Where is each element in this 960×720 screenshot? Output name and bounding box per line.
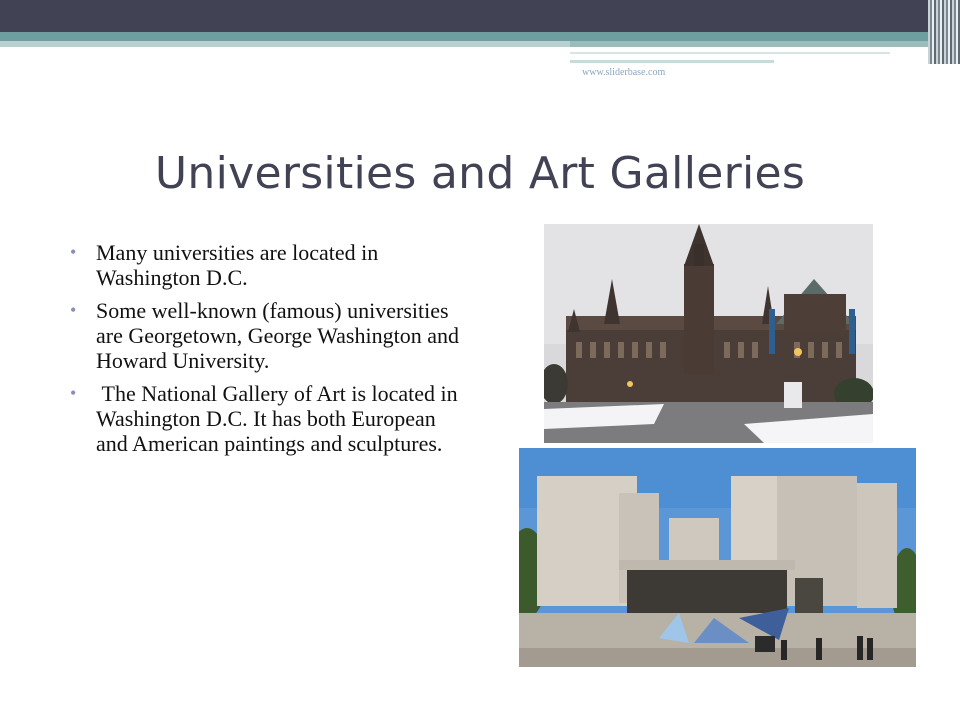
- top-decor-bar: [0, 0, 960, 32]
- thin-decor-line: [570, 52, 890, 54]
- stripes-decor: [928, 0, 960, 64]
- teal-decor-band: [0, 32, 960, 41]
- light-teal-band: [0, 41, 570, 47]
- bullet-item: [70, 381, 470, 456]
- bullet-list: [70, 240, 470, 464]
- bullet-text: Many universities are located in Washington D.C.: [96, 240, 379, 290]
- bullet-icon: •: [70, 242, 77, 262]
- slide-title: Universities and Art Galleries: [154, 148, 806, 199]
- bullet-item: [70, 240, 470, 290]
- thin-decor-line-2: [570, 60, 774, 63]
- bullet-text: Some well-known (famous) universities are Georgetown, George Washington and Howard University.: [96, 298, 459, 373]
- bullet-icon: •: [70, 383, 77, 403]
- teal-band-right: [570, 41, 960, 47]
- gallery-photo: [519, 448, 916, 667]
- bullet-text: The National Gallery of Art is located in Washington D.C. It has both European and American paintings and sculptures.: [96, 381, 463, 456]
- bullet-item: [70, 298, 470, 373]
- university-photo: [544, 224, 873, 443]
- bullet-icon: •: [70, 300, 77, 320]
- site-url[interactable]: www.sliderbase.com: [582, 67, 666, 78]
